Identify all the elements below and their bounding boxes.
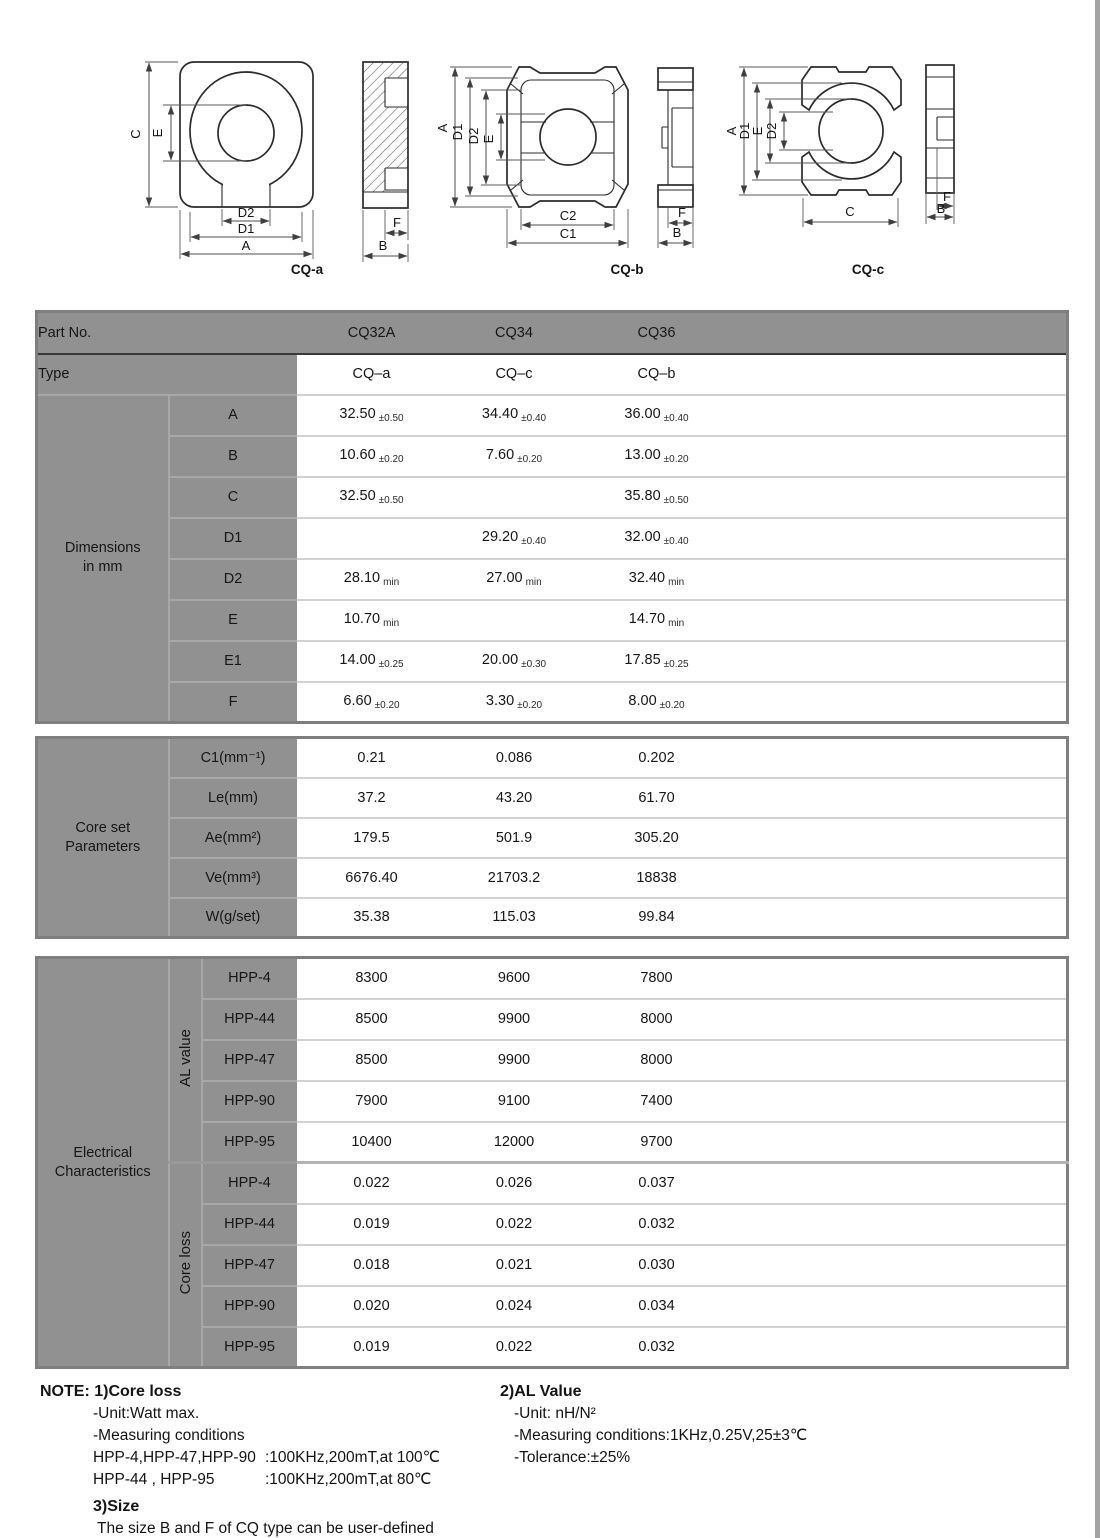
value-cell: 99.84	[582, 898, 732, 938]
value-cell: 32.00 $_{\pm 0.40}$	[582, 518, 732, 559]
dim-label-d2: D2	[237, 205, 255, 220]
row-label: F	[169, 682, 297, 723]
dim-label-e: E	[150, 128, 165, 138]
note-line: -Unit: nH/N²	[514, 1405, 596, 1422]
dim-label-d1: D1	[237, 221, 255, 236]
value-cell: 7.60 $_{\pm 0.20}$	[447, 436, 582, 477]
row-label: D1	[169, 518, 297, 559]
value-cell: 12000	[447, 1122, 582, 1163]
value-cell: 0.037	[582, 1163, 732, 1204]
value-cell: 0.020	[297, 1286, 447, 1327]
type-value: CQ–c	[447, 354, 582, 395]
value-cell: 9600	[447, 958, 582, 999]
note-al-value	[500, 1381, 807, 1469]
dim-label-f: F	[393, 215, 401, 230]
table-row	[37, 477, 1068, 518]
value-cell: 7900	[297, 1081, 447, 1122]
note-line: -Measuring conditions:1KHz,0.25V,25±3℃	[514, 1427, 808, 1444]
value-cell: 8000	[582, 1040, 732, 1081]
dim-label-d2: D2	[764, 122, 779, 140]
type-value: CQ–b	[582, 354, 732, 395]
value-cell: 0.030	[582, 1245, 732, 1286]
cq-c-front-view-drawing	[724, 67, 901, 277]
row-label: HPP-90	[202, 1081, 297, 1122]
note-condition: HPP-4,HPP-47,HPP-90 :100KHz,200mT,at 100℃	[93, 1449, 441, 1466]
value-cell: 0.21	[297, 738, 447, 778]
value-cell: 3.30 $_{\pm 0.20}$	[447, 682, 582, 723]
core-technical-drawings	[0, 0, 1100, 300]
row-label: HPP-47	[202, 1245, 297, 1286]
value-cell: 9700	[582, 1122, 732, 1163]
row-label: Ae(mm²)	[169, 818, 297, 858]
value-cell: 32.50 $_{\pm 0.50}$	[297, 395, 447, 436]
row-label: E	[169, 600, 297, 641]
row-label: E1	[169, 641, 297, 682]
table-row	[37, 1163, 1068, 1204]
value-cell: 0.032	[582, 1204, 732, 1245]
caption-cq-b: CQ-b	[610, 262, 644, 277]
value-cell: 35.80 $_{\pm 0.50}$	[582, 477, 732, 518]
note-line: -Tolerance:±25%	[514, 1449, 631, 1466]
value-cell: 0.026	[447, 1163, 582, 1204]
dimensions-table	[35, 310, 1069, 724]
value-cell: 28.10 $_{min}$	[297, 559, 447, 600]
value-cell: 27.00 $_{min}$	[447, 559, 582, 600]
dim-label-a: A	[724, 126, 739, 136]
value-cell: 34.40 $_{\pm 0.40}$	[447, 395, 582, 436]
note-title: 2)AL Value	[500, 1383, 582, 1400]
value-cell: 9100	[447, 1081, 582, 1122]
table-row	[37, 858, 1068, 898]
row-label: HPP-95	[202, 1327, 297, 1368]
table-row	[37, 898, 1068, 938]
value-cell: 115.03	[447, 898, 582, 938]
type-label: Type	[37, 354, 297, 395]
table-row	[37, 778, 1068, 818]
cq-a-side-view-drawing	[363, 62, 408, 262]
value-cell: 8300	[297, 958, 447, 999]
dim-label-c: C	[128, 129, 143, 139]
dim-label-e: E	[481, 134, 496, 144]
value-cell: 20.00 $_{\pm 0.30}$	[447, 641, 582, 682]
part-no-row	[37, 312, 1068, 354]
dim-label-f: F	[943, 189, 951, 204]
table-row	[37, 518, 1068, 559]
cq-a-front-view-drawing	[128, 62, 324, 277]
value-cell: 10.60 $_{\pm 0.20}$	[297, 436, 447, 477]
value-cell: 61.70	[582, 778, 732, 818]
row-label: B	[169, 436, 297, 477]
value-cell: 8500	[297, 999, 447, 1040]
value-cell: 9900	[447, 1040, 582, 1081]
note-line: -Unit:Watt max.	[93, 1405, 200, 1422]
value-cell: 8500	[297, 1040, 447, 1081]
cq-b-side-view-drawing	[658, 68, 693, 248]
caption-cq-a: CQ-a	[290, 262, 324, 277]
value-cell: 35.38	[297, 898, 447, 938]
page-edge-shadow	[1095, 0, 1100, 1538]
cq-b-front-view-drawing	[435, 67, 644, 277]
dim-label-f: F	[678, 205, 686, 220]
dim-label-d1: D1	[737, 122, 752, 140]
dim-label-e: E	[750, 126, 765, 136]
value-cell: 501.9	[447, 818, 582, 858]
value-cell: 32.50 $_{\pm 0.50}$	[297, 477, 447, 518]
type-row	[37, 354, 1068, 395]
value-cell: 0.034	[582, 1286, 732, 1327]
note-title: NOTE: 1)Core loss	[40, 1383, 182, 1400]
value-cell: 6676.40	[297, 858, 447, 898]
value-cell: 179.5	[297, 818, 447, 858]
value-cell: 9900	[447, 999, 582, 1040]
core-loss-group-label: Core loss	[169, 1163, 202, 1368]
value-cell: 7800	[582, 958, 732, 999]
electrical-group-label: Electrical Characteristics	[37, 958, 169, 1368]
core-set-parameters-table	[35, 736, 1069, 939]
value-cell: 18838	[582, 858, 732, 898]
value-cell: 0.022	[297, 1163, 447, 1204]
value-cell: 10400	[297, 1122, 447, 1163]
value-cell: 10.70 $_{min}$	[297, 600, 447, 641]
dim-label-c2: C2	[559, 208, 577, 223]
value-cell: 43.20	[447, 778, 582, 818]
table-row	[37, 436, 1068, 477]
value-cell: 29.20 $_{\pm 0.40}$	[447, 518, 582, 559]
row-label: HPP-44	[202, 999, 297, 1040]
value-cell	[447, 600, 582, 641]
value-cell: 0.022	[447, 1327, 582, 1368]
row-label: W(g/set)	[169, 898, 297, 938]
dimensions-group-label: Dimensions in mm	[37, 395, 169, 723]
value-cell: 8000	[582, 999, 732, 1040]
dim-label-b: B	[672, 225, 682, 240]
row-label: HPP-4	[202, 958, 297, 999]
row-label: Le(mm)	[169, 778, 297, 818]
table-row	[37, 600, 1068, 641]
part-number: CQ32A	[297, 312, 447, 354]
dim-label-c1: C1	[559, 226, 577, 241]
row-label: D2	[169, 559, 297, 600]
type-value: CQ–a	[297, 354, 447, 395]
row-label: C1(mm⁻¹)	[169, 738, 297, 778]
electrical-characteristics-table	[35, 956, 1069, 1369]
table-row	[37, 682, 1068, 723]
value-cell: 0.024	[447, 1286, 582, 1327]
part-number: CQ36	[582, 312, 732, 354]
dim-label-d1: D1	[450, 123, 465, 141]
note-size-text: The size B and F of CQ type can be user-defined	[97, 1520, 434, 1537]
value-cell: 7400	[582, 1081, 732, 1122]
value-cell: 0.202	[582, 738, 732, 778]
note-condition: HPP-44 , HPP-95 :100KHz,200mT,at 80℃	[93, 1471, 432, 1488]
value-cell: 8.00 $_{\pm 0.20}$	[582, 682, 732, 723]
value-cell: 0.019	[297, 1327, 447, 1368]
table-row	[37, 641, 1068, 682]
row-label: C	[169, 477, 297, 518]
value-cell: 13.00 $_{\pm 0.20}$	[582, 436, 732, 477]
dim-label-b: B	[378, 238, 388, 253]
value-cell: 14.00 $_{\pm 0.25}$	[297, 641, 447, 682]
table-row	[37, 818, 1068, 858]
table-row	[37, 395, 1068, 436]
dim-label-c: C	[845, 204, 855, 219]
value-cell: 0.086	[447, 738, 582, 778]
part-no-label: Part No.	[37, 312, 297, 354]
value-cell: 0.021	[447, 1245, 582, 1286]
value-cell: 17.85 $_{\pm 0.25}$	[582, 641, 732, 682]
al-value-group-label: AL value	[169, 958, 202, 1163]
value-cell: 305.20	[582, 818, 732, 858]
value-cell: 32.40 $_{min}$	[582, 559, 732, 600]
value-cell: 21703.2	[447, 858, 582, 898]
table-row	[37, 958, 1068, 999]
dim-label-b: B	[936, 201, 946, 216]
value-cell	[297, 518, 447, 559]
value-cell: 6.60 $_{\pm 0.20}$	[297, 682, 447, 723]
value-cell: 0.018	[297, 1245, 447, 1286]
value-cell: 0.019	[297, 1204, 447, 1245]
value-cell: 0.022	[447, 1204, 582, 1245]
dim-label-a: A	[241, 238, 251, 253]
core-set-group-label: Core set Parameters	[37, 738, 169, 938]
caption-cq-c: CQ-c	[851, 262, 885, 277]
cq-c-side-view-drawing	[926, 65, 954, 224]
row-label: HPP-4	[202, 1163, 297, 1204]
value-cell	[447, 477, 582, 518]
row-label: A	[169, 395, 297, 436]
value-cell: 14.70 $_{min}$	[582, 600, 732, 641]
dim-label-a: A	[435, 123, 450, 133]
row-label: HPP-90	[202, 1286, 297, 1327]
note-line: -Measuring conditions	[93, 1427, 245, 1444]
note-size-title: 3)Size	[93, 1498, 140, 1515]
value-cell: 37.2	[297, 778, 447, 818]
table-row	[37, 559, 1068, 600]
part-number: CQ34	[447, 312, 582, 354]
value-cell: 36.00 $_{\pm 0.40}$	[582, 395, 732, 436]
value-cell: 0.032	[582, 1327, 732, 1368]
row-label: Ve(mm³)	[169, 858, 297, 898]
dim-label-d2: D2	[466, 127, 481, 145]
row-label: HPP-47	[202, 1040, 297, 1081]
note-core-loss	[40, 1381, 440, 1538]
row-label: HPP-95	[202, 1122, 297, 1163]
table-row	[37, 738, 1068, 778]
row-label: HPP-44	[202, 1204, 297, 1245]
